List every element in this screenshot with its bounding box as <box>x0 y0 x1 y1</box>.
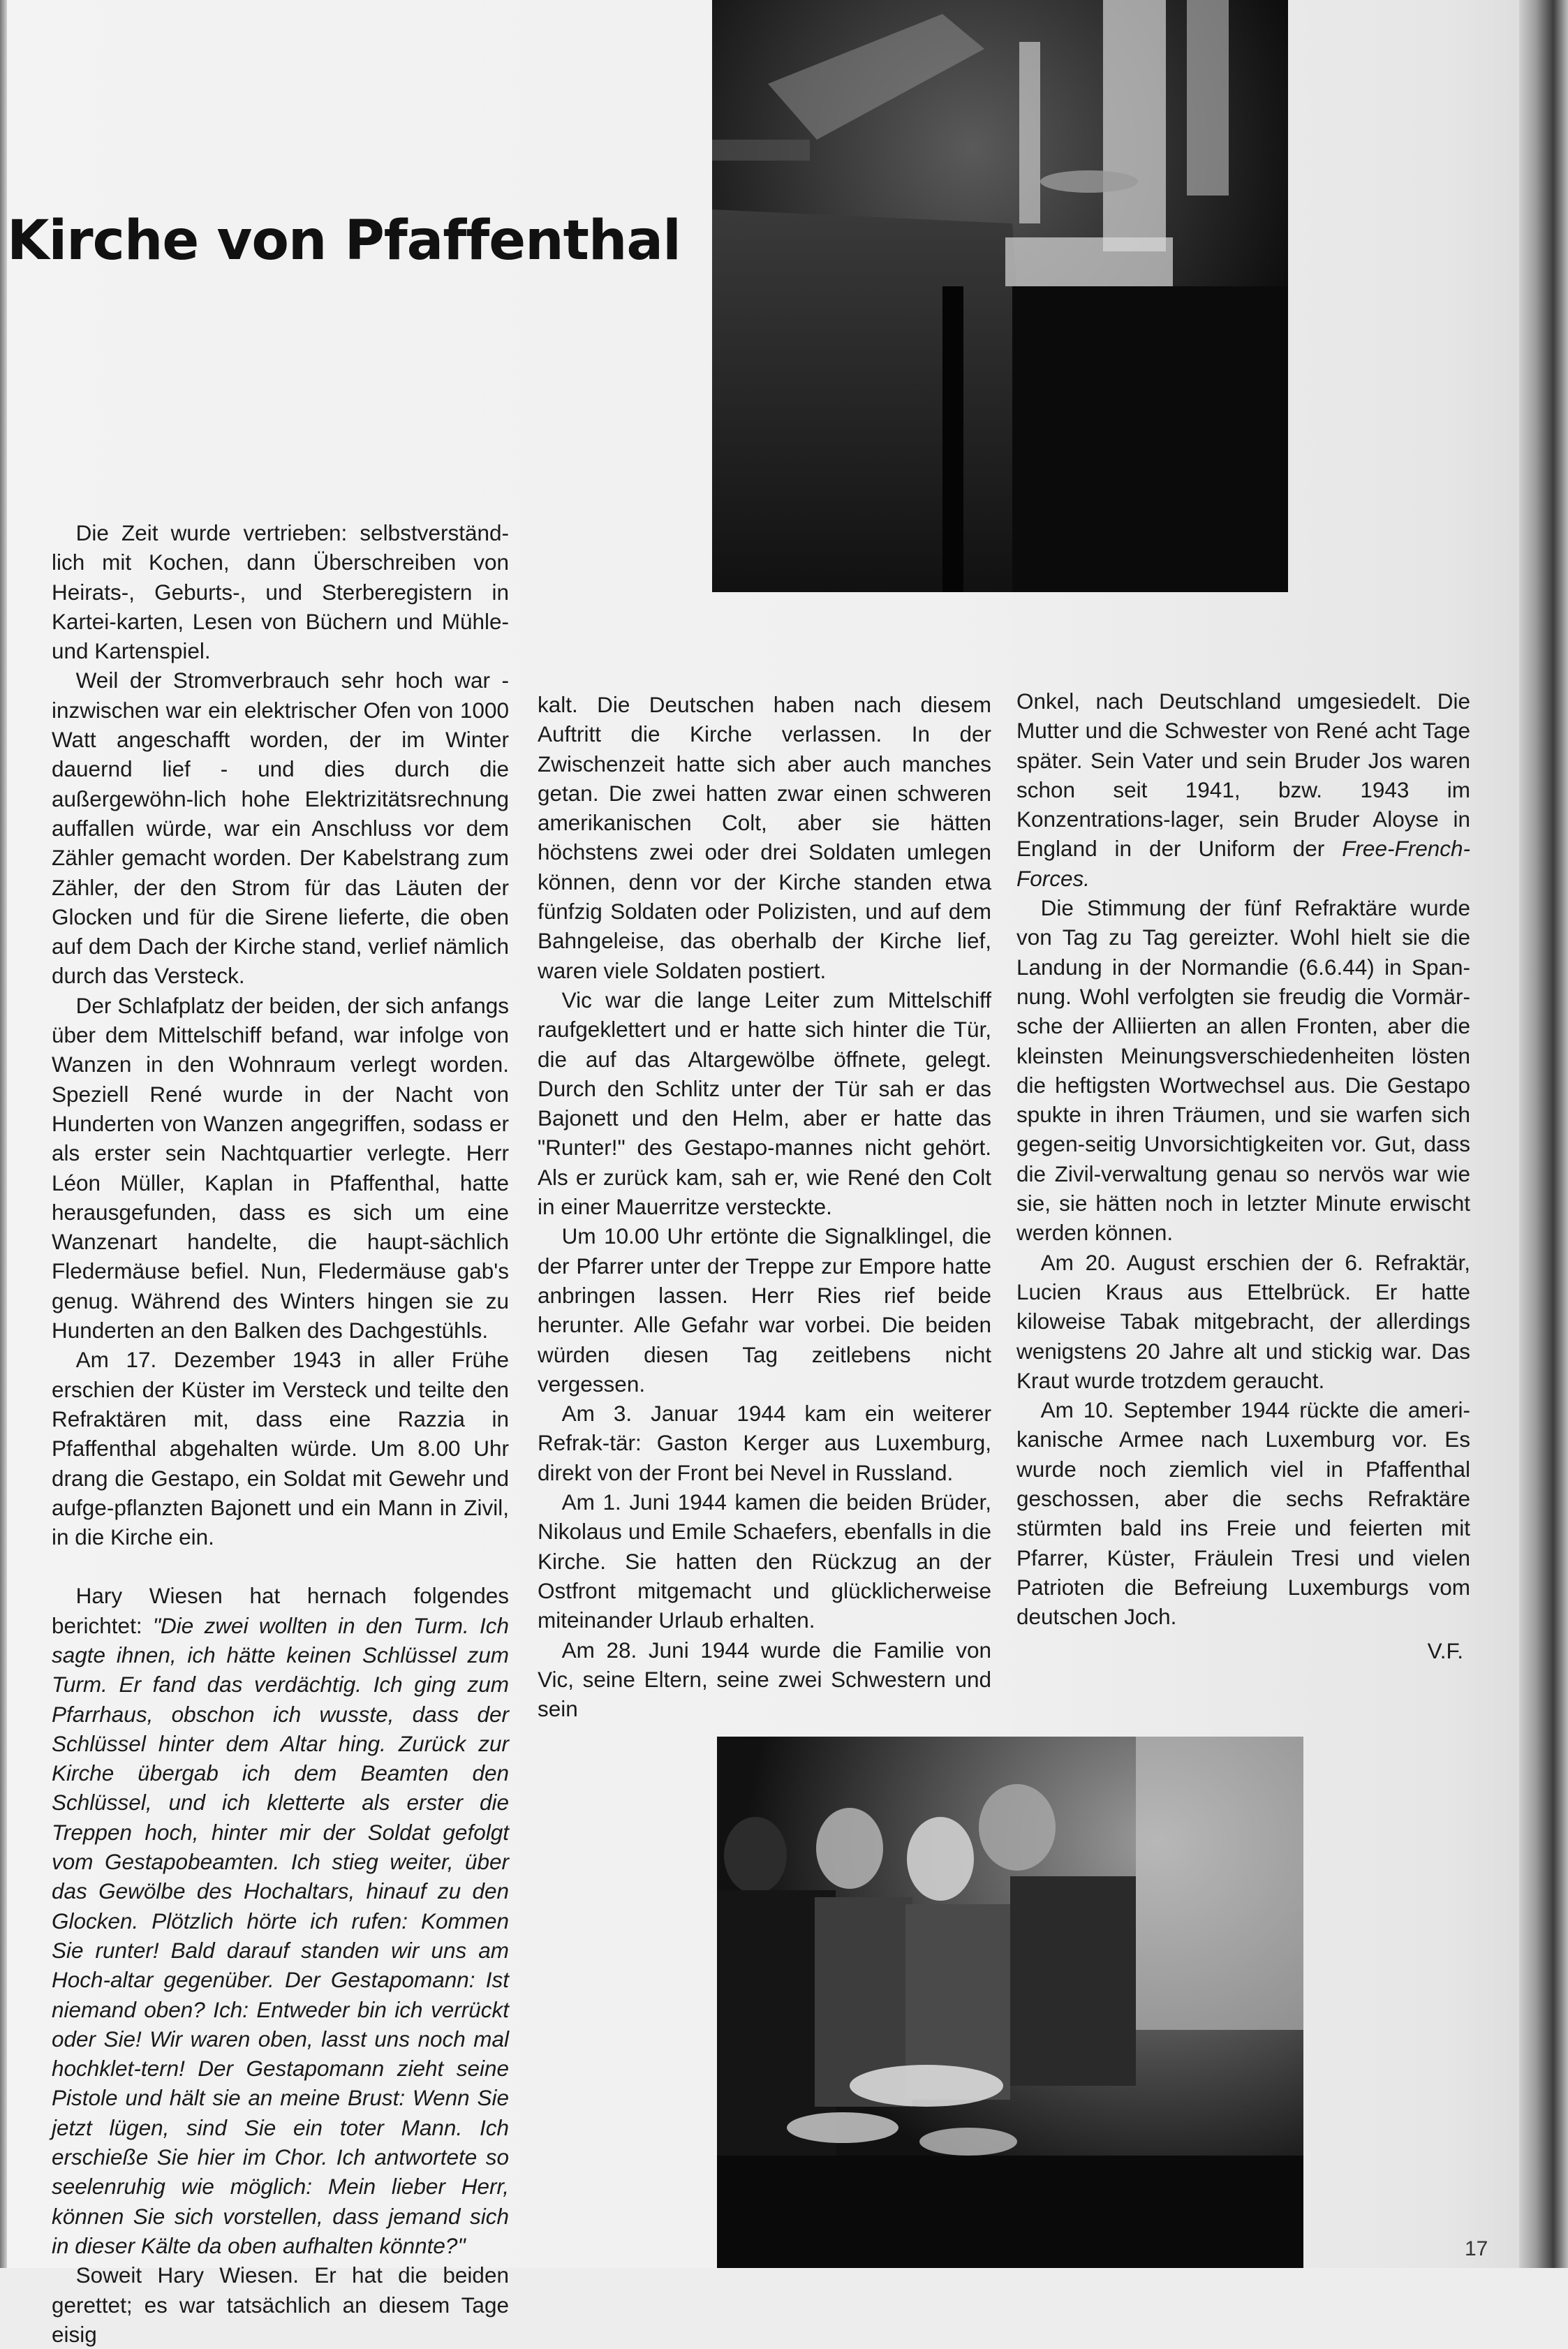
paragraph: Die Zeit wurde vertrieben: selbstverständ-lich mit Kochen, dann Überschreiben von Heirats-, Geburts-, und Sterberegistern in Kartei-karten, Lesen von Büchern und Mühle- und Kartenspiel. <box>52 520 509 664</box>
page-number: 17 <box>1465 2237 1488 2260</box>
text-column-3 <box>1016 686 1470 1665</box>
paragraph: Am 20. August erschien der 6. Refraktär, Lucien Kraus aus Ettelbrück. Er hatte kiloweise Tabak mitgebracht, der allerdings wenigstens 20 Jahre alt und stickig war. Das Kraut wurde trotzdem geraucht. <box>1016 1249 1470 1393</box>
paragraph: Am 28. Juni 1944 wurde die Familie von Vic, seine Eltern, seine zwei Schwestern und sein <box>538 1637 991 1722</box>
photo-church-interior-image <box>712 0 1288 592</box>
book-gutter-shadow <box>0 0 7 2268</box>
paragraph: Um 10.00 Uhr ertönte die Signalklingel, die der Pfarrer unter der Treppe zur Empore hatte anbringen lassen. Herr Ries rief beide herunter. Alle Gefahr war vorbei. Die beiden würden diesen Tag zeitlebens nicht vergessen. <box>538 1223 991 1397</box>
photo-group-image <box>717 1737 1303 2268</box>
paragraph: Weil der Stromverbrauch sehr hoch war - inzwischen war ein elektrischer Ofen von 1000 Watt angeschafft worden, der im Winter dauernd lief - und dies durch die außergewöhn-lich hohe Elektrizitätsrechnung auffallen würde, war ein Anschluss vor dem Zähler gemacht worden. Der Kabelstrang zum Zähler, der den Strom für das Läuten der Glocken und für die Sirene lieferte, die oben auf dem Dach der Kirche stand, verlief nämlich durch das Versteck. <box>52 668 509 989</box>
article-title: Kirche von Pfaffenthal <box>7 209 681 272</box>
text-column-2 <box>538 690 991 1723</box>
paragraph: Soweit Hary Wiesen. Er hat die beiden gerettet; es war tatsächlich an diesem Tage eisig <box>52 2262 509 2347</box>
paragraph-text: Onkel, nach Deutschland umgesiedelt. Die Mutter und die Schwester von René acht Tage später. Sein Vater und sein Bruder Jos waren schon seit 1941, bzw. 1943 im Konzentrations-lager, sein Bruder Aloyse in England in der Uniform der <box>1016 688 1470 862</box>
paragraph: Der Schlafplatz der beiden, der sich anfangs über dem Mittelschiff befand, war infolge von Wanzen in den Wohnraum verlegt worden. Speziell René wurde in der Nacht von Hunderten von Wanzen angegriffen, sodass er als erster sein Nachtquartier verlegte. Herr Léon Müller, Kaplan in Pfaffenthal, hatte herausgefunden, dass es sich um eine Wanzenart handelte, die haupt-sächlich Fledermäuse befiel. Nun, Fledermäuse gab's genug. Während des Winters hingen sie zu Hunderten an den Balken des Dachgestühls. <box>52 992 509 1343</box>
photo-church-hiding-place <box>712 0 1288 592</box>
paragraph: Vic war die lange Leiter zum Mittelschiff raufgeklettert und er hatte sich hinter die Tür, die auf das Altargewölbe öffnete, gelegt. Durch den Schlitz unter der Tür sah er das Bajonett und den Helm, aber er hatte das "Runter!" des Gestapo-mannes nicht gehört. Als er zurück kam, sah er, wie René den Colt in einer Mauerritze versteckte. <box>538 987 991 1220</box>
paragraph: Am 1. Juni 1944 kamen die beiden Brüder, Nikolaus und Emile Schaefers, ebenfalls in die Kirche. Sie hatten den Rückzug an der Ostfront mitgemacht und glücklicherweise miteinander Urlaub erhalten. <box>538 1489 991 1633</box>
paragraph: Am 17. Dezember 1943 in aller Frühe erschien der Küster im Versteck und teilte den Refraktären mit, dass eine Razzia in Pfaffenthal abgehalten würde. Um 8.00 Uhr drang die Gestapo, ein Soldat mit Gewehr und aufge-pflanzten Bajonett und ein Mann in Zivil, in die Kirche ein. <box>52 1347 509 1550</box>
quote-text: "Die zwei wollten in den Turm. Ich sagte ihnen, ich hätte keinen Schlüssel zum Turm. Er fand das verdächtig. Ich ging zum Pfarrhaus, obschon ich wusste, dass der Schlüssel hinter dem Altar hing. Zurück zur Kirche übergab ich dem Beamten den Schlüssel, und ich kletterte als erster die Treppen hoch, hinter mir der Soldat gefolgt vom Gestapobeamten. Ich stieg weiter, über das Gewölbe des Hochaltars, hinauf zu den Glocken. Plötzlich hörte ich rufen: Kommen Sie runter! Bald darauf standen wir uns am Hoch-altar gegenüber. Der Gestapomann: Ist niemand oben? Ich: Entweder bin ich verrückt oder Sie! Wir waren oben, lasst uns noch mal hochklet-tern! Der Gestapomann zieht seine Pistole und hält sie an meine Brust: Wenn Sie jetzt lügen, sind Sie ein toter Mann. Ich erschieße Sie hier im Chor. Ich antwortete so seelenruhig wie möglich: Mein lieber Herr, können Sie sich vorstellen, dass jemand sich in dieser Kälte da oben aufhalten könnte?" <box>52 1612 509 2258</box>
paragraph: kalt. Die Deutschen haben nach diesem Auftritt die Kirche verlassen. In der Zwischenzeit hatte sich aber auch manches getan. Die zwei hatten zwar einen schweren amerikanischen Colt, aber sie hätten höchstens zwei oder drei Soldaten umlegen können, denn vor der Kirche standen etwa fünfzig Soldaten oder Polizisten, und auf dem Bahngeleise, das oberhalb der Kirche lief, waren viele Soldaten postiert. <box>538 692 991 983</box>
quote-paragraph <box>52 1581 509 2260</box>
text-column-1 <box>52 518 509 2349</box>
paragraph <box>1016 686 1470 893</box>
page-edge-shadow <box>1519 0 1568 2268</box>
photo-refractaires-group <box>717 1737 1303 2268</box>
paragraph: Die Stimmung der fünf Refraktäre wurde von Tag zu Tag gereizter. Wohl hielt sie die Landung in der Normandie (6.6.44) in Span-nung. Wohl verfolgten sie freudig die Vormär-sche der Alliierten an allen Fronten, aber die kleinsten Meinungsverschiedenheiten lösten die heftigsten Wortwechsel aus. Die Gestapo spukte in ihren Träumen, und sie warfen sich gegen-seitig Unvorsichtigkeiten vor. Gut, dass die Zivil-verwaltung genau so nervös war wie sie, sie hätten noch in letzter Minute erwischt werden können. <box>1016 895 1470 1246</box>
paragraph: Am 3. Januar 1944 kam ein weiterer Refrak-tär: Gaston Kerger aus Luxemburg, direkt von der Front bei Nevel in Russland. <box>538 1401 991 1485</box>
paragraph-italic: Free-French-Forces. <box>1016 836 1470 891</box>
paragraph: Am 10. September 1944 rückte die ameri-kanische Armee nach Luxemburg vor. Es wurde noch ziemlich viel in Pfaffenthal geschossen, aber die sechs Refraktäre stürmten bald ins Freie und feierten mit Pfarrer, Küster, Fräulein Tresi und vielen Patrioten die Befreiung Luxemburgs vom deutschen Joch. <box>1016 1397 1470 1630</box>
author-signature: V.F. <box>1427 1637 1463 1663</box>
quote-intro: Hary Wiesen hat hernach folgendes berichtet: <box>52 1583 509 1638</box>
